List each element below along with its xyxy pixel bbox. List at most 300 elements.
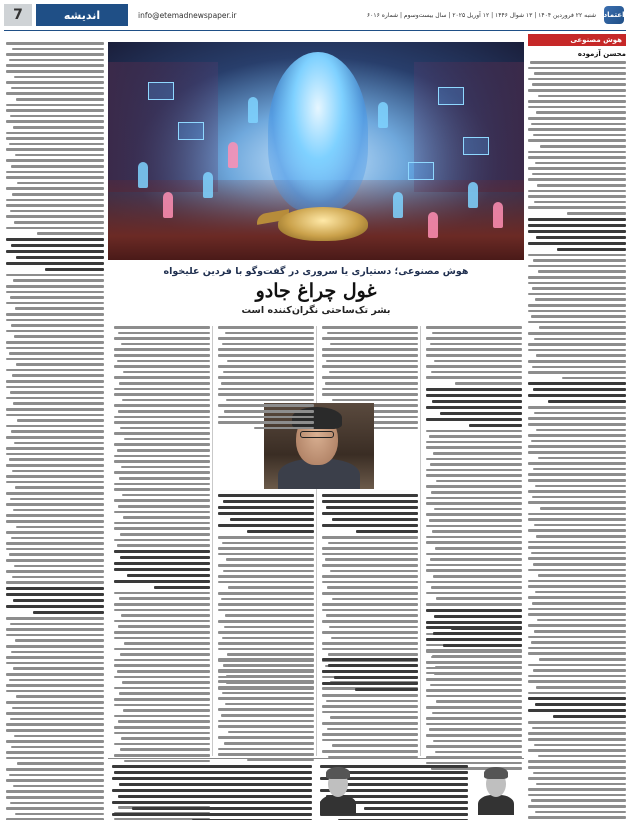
floating-screen <box>178 122 204 140</box>
floating-screen <box>148 82 174 100</box>
text-line <box>528 242 626 245</box>
text-line <box>120 771 312 774</box>
human-figure <box>203 172 213 198</box>
text-line <box>322 494 418 497</box>
text-line <box>535 485 626 488</box>
text-line <box>426 497 522 500</box>
text-line <box>435 547 522 550</box>
text-line <box>6 42 104 45</box>
text-line <box>528 518 626 521</box>
text-line <box>6 215 104 218</box>
text-line <box>426 354 522 357</box>
text-line <box>528 78 626 81</box>
text-line <box>6 341 104 344</box>
text-line <box>534 524 626 527</box>
text-line <box>6 684 104 687</box>
text-line <box>528 596 626 599</box>
text-line <box>528 613 626 616</box>
text-line <box>114 562 210 565</box>
text-line <box>433 740 522 743</box>
magic-lamp <box>278 207 368 241</box>
text-block <box>426 326 522 674</box>
text-line <box>16 256 104 259</box>
text-line <box>426 661 522 664</box>
text-line <box>6 796 104 799</box>
article-subtitle: بشر تک‌ساحتی نگران‌کننده است <box>241 305 391 316</box>
text-line <box>528 304 626 307</box>
text-line <box>528 100 626 103</box>
text-line <box>218 581 314 584</box>
text-line <box>332 518 418 521</box>
text-line <box>429 435 522 438</box>
text-line <box>218 547 314 550</box>
text-line <box>426 609 522 612</box>
text-line <box>528 805 626 808</box>
text-line <box>530 61 626 64</box>
text-line <box>533 259 626 262</box>
text-line <box>528 265 626 268</box>
text-line <box>538 457 626 460</box>
dateline: شنبه ۲۲ فروردین ۱۴۰۴ | ۱۳ شوال ۱۴۴۶ | ۱۲ آوریل ۲۰۲۵ | سال بیست‌وسوم | شماره ۶۰۱۶ <box>366 11 596 19</box>
text-line <box>528 664 626 667</box>
text-line <box>6 262 104 265</box>
text-line <box>528 473 626 476</box>
text-line <box>432 332 522 335</box>
text-line <box>331 637 418 640</box>
text-line <box>528 206 626 209</box>
human-figure <box>163 192 173 218</box>
text-line <box>536 783 626 786</box>
text-line <box>114 732 210 735</box>
text-line <box>226 558 314 561</box>
text-line <box>535 298 626 301</box>
text-line <box>528 67 626 70</box>
text-line <box>426 513 522 516</box>
text-line <box>528 513 626 516</box>
text-line <box>426 348 522 351</box>
text-line <box>114 432 210 435</box>
text-line <box>426 337 522 340</box>
text-line <box>528 721 626 724</box>
portrait-suit <box>478 795 514 815</box>
text-line <box>119 477 210 480</box>
text-line <box>10 296 104 299</box>
text-line <box>218 648 314 651</box>
human-figure <box>228 142 238 168</box>
text-line <box>247 530 314 533</box>
text-line <box>432 400 522 403</box>
text-line <box>329 371 418 374</box>
text-line <box>426 541 522 544</box>
text-line <box>426 650 522 653</box>
text-line <box>355 688 418 691</box>
text-line <box>12 707 104 710</box>
text-line <box>534 338 626 341</box>
text-line <box>6 358 104 361</box>
text-line <box>536 111 626 114</box>
text-line <box>322 648 418 651</box>
text-line <box>114 687 210 690</box>
text-line <box>536 429 626 432</box>
text-line <box>528 178 626 181</box>
text-line <box>222 542 314 545</box>
text-line <box>6 53 104 56</box>
text-line <box>430 558 522 561</box>
text-line <box>322 524 418 527</box>
text-line <box>322 733 418 736</box>
text-line <box>532 496 626 499</box>
text-line <box>330 570 418 573</box>
text-line <box>531 123 626 126</box>
text-line <box>553 715 627 718</box>
text-line <box>114 664 210 667</box>
text-line <box>528 343 626 346</box>
text-line <box>132 807 312 810</box>
text-line <box>6 729 104 732</box>
text-line <box>528 128 626 131</box>
text-line <box>6 503 104 506</box>
text-line <box>45 268 104 271</box>
text-line <box>218 642 314 645</box>
text-line <box>532 173 626 176</box>
text-line <box>17 762 104 765</box>
text-line <box>6 104 104 107</box>
text-line <box>426 706 522 709</box>
text-line <box>124 642 210 645</box>
text-line <box>122 494 210 497</box>
text-line <box>6 690 104 693</box>
text-line <box>225 332 314 335</box>
text-line <box>112 789 312 792</box>
text-line <box>532 83 626 86</box>
text-line <box>6 757 104 760</box>
text-line <box>6 514 104 517</box>
text-line <box>6 520 104 523</box>
text-line <box>528 788 626 791</box>
text-line <box>528 190 626 193</box>
text-line <box>10 115 104 118</box>
left-column <box>6 42 104 816</box>
text-line <box>325 558 418 561</box>
text-line <box>9 774 104 777</box>
text-line <box>431 656 522 659</box>
author-name: محسن آزموده <box>577 50 626 58</box>
text-line <box>6 548 104 551</box>
text-line <box>528 349 626 352</box>
text-line <box>426 592 522 595</box>
floating-screen <box>408 162 434 180</box>
text-line <box>228 586 314 589</box>
text-line <box>114 715 210 718</box>
text-line <box>223 371 314 374</box>
text-line <box>6 425 104 428</box>
text-line <box>37 232 104 235</box>
text-line <box>11 165 104 168</box>
text-line <box>534 744 626 747</box>
text-line <box>528 697 626 700</box>
text-line <box>15 813 104 816</box>
text-line <box>218 748 314 751</box>
text-line <box>528 557 626 560</box>
text-line <box>528 406 626 409</box>
text-line <box>538 95 626 98</box>
text-block <box>112 765 312 820</box>
text-block <box>322 658 418 758</box>
text-line <box>218 620 314 623</box>
text-line <box>528 423 626 426</box>
text-line <box>114 592 210 595</box>
text-line <box>114 365 210 368</box>
text-line <box>528 709 626 712</box>
article-column-1-lower <box>426 626 522 756</box>
text-line <box>13 599 104 602</box>
text-line <box>322 348 418 351</box>
text-line <box>114 488 210 491</box>
text-line <box>6 313 104 316</box>
text-line <box>528 529 626 532</box>
text-line <box>226 399 314 402</box>
portrait-suit <box>320 795 356 815</box>
text-line <box>14 76 104 79</box>
text-line <box>114 443 210 446</box>
text-line <box>6 542 104 545</box>
text-line <box>120 653 210 656</box>
text-line <box>432 530 522 533</box>
text-line <box>322 682 418 685</box>
text-line <box>12 48 104 51</box>
text-line <box>124 783 312 786</box>
text-line <box>114 726 210 729</box>
text-line <box>534 201 626 204</box>
text-line <box>9 352 104 355</box>
text-line <box>532 602 626 605</box>
text-line <box>540 507 626 510</box>
text-line <box>528 230 626 233</box>
text-line <box>426 689 522 692</box>
text-line <box>322 388 418 391</box>
headline-block <box>108 262 524 320</box>
text-line <box>6 386 104 389</box>
text-line <box>528 417 626 420</box>
text-line <box>6 436 104 439</box>
text-line <box>112 765 312 768</box>
text-line <box>528 738 626 741</box>
text-line <box>117 449 210 452</box>
text-line <box>535 162 626 165</box>
text-line <box>528 445 626 448</box>
text-line <box>222 692 314 695</box>
human-figure <box>378 102 388 128</box>
text-line <box>6 617 104 620</box>
text-line <box>224 626 314 629</box>
text-line <box>221 598 314 601</box>
text-line <box>218 337 314 340</box>
text-line <box>429 519 522 522</box>
text-line <box>469 424 522 427</box>
text-line <box>322 631 418 634</box>
text-line <box>218 592 314 595</box>
text-line <box>218 388 314 391</box>
text-line <box>6 120 104 123</box>
text-block <box>218 326 314 429</box>
text-line <box>9 59 104 62</box>
text-line <box>33 611 104 614</box>
text-line <box>327 728 418 731</box>
text-line <box>334 676 418 679</box>
text-line <box>426 626 522 629</box>
text-line <box>15 307 104 310</box>
text-line <box>6 250 104 253</box>
text-line <box>16 98 104 101</box>
text-line <box>9 553 104 556</box>
text-line <box>528 434 626 437</box>
text-line <box>322 658 418 661</box>
text-line <box>11 651 104 654</box>
text-line <box>121 737 210 740</box>
text-line <box>6 740 104 743</box>
text-line <box>14 335 104 338</box>
text-line <box>6 187 104 190</box>
text-line <box>114 648 210 651</box>
text-line <box>528 89 626 92</box>
text-line <box>435 751 522 754</box>
text-line <box>528 224 626 227</box>
text-line <box>562 377 626 380</box>
text-line <box>436 700 522 703</box>
text-line <box>114 416 210 419</box>
article-kicker: هوش مصنوعی؛ دستیاری یا سروری در گفت‌وگو با فردین علیخواه <box>163 266 469 277</box>
text-line <box>6 712 104 715</box>
text-line <box>119 597 210 600</box>
text-line <box>426 695 522 698</box>
text-line <box>426 388 522 391</box>
text-line <box>426 365 522 368</box>
text-line <box>230 518 314 521</box>
text-line <box>6 70 104 73</box>
text-line <box>326 700 418 703</box>
text-line <box>426 603 522 606</box>
text-line <box>322 711 418 714</box>
text-line <box>322 376 418 379</box>
text-line <box>431 491 522 494</box>
text-line <box>228 731 314 734</box>
text-line <box>322 365 418 368</box>
text-line <box>426 667 522 670</box>
text-line <box>440 412 522 415</box>
text-line <box>118 410 210 413</box>
text-line <box>434 508 522 511</box>
text-line <box>6 137 104 140</box>
text-line <box>14 221 104 224</box>
text-line <box>114 388 210 391</box>
text-line <box>6 570 104 573</box>
text-line <box>536 236 626 239</box>
text-line <box>154 586 210 589</box>
text-line <box>114 580 210 583</box>
text-line <box>426 564 522 567</box>
text-line <box>10 623 104 626</box>
text-line <box>218 564 314 567</box>
text-line <box>535 811 626 814</box>
text-line <box>356 530 418 533</box>
text-line <box>322 592 418 595</box>
text-line <box>6 662 104 665</box>
text-line <box>123 516 210 519</box>
text-line <box>528 382 626 385</box>
text-line <box>218 736 314 739</box>
text-line <box>528 652 626 655</box>
text-line <box>322 393 418 396</box>
text-line <box>114 609 210 612</box>
text-line <box>426 745 522 748</box>
right-column-text <box>528 61 626 820</box>
text-line <box>120 748 210 751</box>
text-line <box>528 167 626 170</box>
text-line <box>223 664 314 667</box>
text-block <box>426 626 522 770</box>
text-line <box>114 421 210 424</box>
text-line <box>6 628 104 631</box>
text-line <box>536 354 626 357</box>
text-line <box>429 728 522 731</box>
text-line <box>11 324 104 327</box>
text-line <box>114 522 210 525</box>
text-line <box>528 777 626 780</box>
text-line <box>534 630 626 633</box>
text-line <box>15 486 104 489</box>
text-line <box>218 326 314 329</box>
text-line <box>431 586 522 589</box>
text-line <box>218 421 314 424</box>
text-line <box>332 399 418 402</box>
text-line <box>218 631 314 634</box>
text-line <box>221 382 314 385</box>
text-line <box>532 366 626 369</box>
text-line <box>540 145 626 148</box>
newspaper-email[interactable]: info@etemadnewspaper.ir <box>138 10 237 20</box>
text-line <box>528 585 626 588</box>
text-line <box>114 348 210 351</box>
text-line <box>430 343 522 346</box>
text-line <box>218 365 314 368</box>
text-line <box>528 479 626 482</box>
text-line <box>528 501 626 504</box>
text-line <box>426 581 522 584</box>
text-line <box>114 743 210 746</box>
text-line <box>528 766 626 769</box>
text-line <box>426 485 522 488</box>
text-line <box>567 212 626 215</box>
text-line <box>426 458 522 461</box>
text-line <box>114 704 210 707</box>
hero-illustration <box>108 42 524 260</box>
text-line <box>539 658 626 661</box>
text-line <box>528 332 626 335</box>
text-line <box>537 619 626 622</box>
text-line <box>426 406 522 409</box>
text-line <box>6 109 104 112</box>
text-line <box>6 656 104 659</box>
text-line <box>6 447 104 450</box>
text-line <box>218 354 314 357</box>
text-line <box>114 568 210 571</box>
text-line <box>218 393 314 396</box>
text-line <box>426 525 522 528</box>
text-line <box>322 500 418 503</box>
text-line <box>118 625 210 628</box>
text-line <box>218 720 314 723</box>
text-line <box>114 471 210 474</box>
